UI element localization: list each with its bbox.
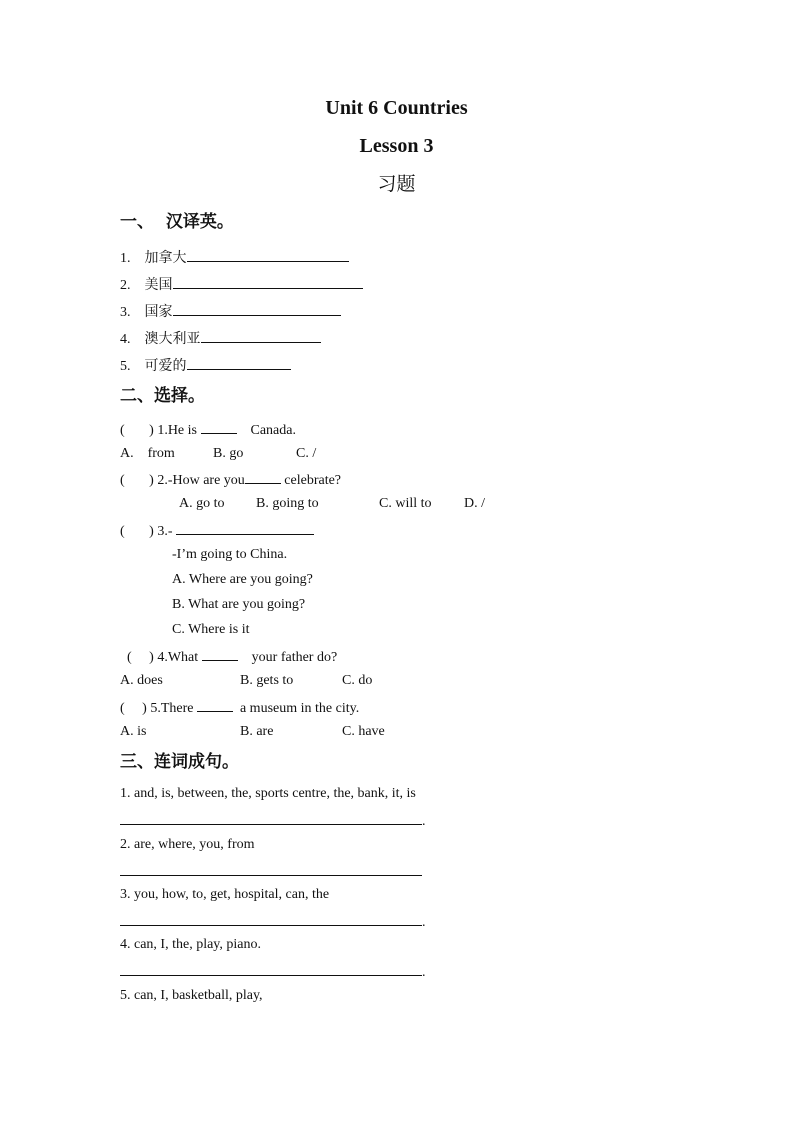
question-4: ( ) 4.What your father do? (127, 647, 337, 667)
list-item: 3. 国家 (120, 302, 341, 322)
list-item: 4. 澳大利亚 (120, 329, 321, 349)
option-b: B. going to (256, 496, 319, 511)
list-item: 5. 可爱的 (120, 356, 291, 376)
page-title: Unit 6 Countries (325, 97, 468, 119)
subtitle: 习题 (377, 173, 416, 195)
list-item: 1. 加拿大 (120, 248, 349, 268)
answer-line[interactable]: . (120, 962, 426, 982)
option-a: A. Where are you going? (172, 572, 313, 587)
option-a: A. does (120, 673, 163, 688)
scrambled-words: 1. and, is, between, the, sports centre, the, bank, it, is (120, 786, 416, 801)
option-c: C. have (342, 724, 385, 739)
question-2: ( ) 2.-How are you celebrate? (120, 470, 341, 490)
option-b: B. are (240, 724, 274, 739)
question-5: ( ) 5.There a museum in the city. (120, 698, 359, 718)
scrambled-words: 2. are, where, you, from (120, 837, 255, 852)
option-d: D. / (464, 496, 485, 511)
option-c: C. will to (379, 496, 432, 511)
option-c: C. Where is it (172, 622, 250, 637)
section1-heading: 一、 汉译英。 (120, 212, 234, 232)
question-3: ( ) 3.- (120, 521, 314, 541)
option-b: B. go (213, 446, 244, 461)
option-a: A. from (120, 446, 175, 461)
option-a: A. go to (179, 496, 225, 511)
answer-line[interactable]: . (120, 811, 426, 831)
answer-line[interactable] (120, 862, 422, 882)
list-item: 2. 美国 (120, 275, 363, 295)
dialogue-reply: -I’m going to China. (172, 547, 288, 562)
section2-heading: 二、选择。 (120, 386, 205, 406)
option-b: B. gets to (240, 673, 294, 688)
scrambled-words: 3. you, how, to, get, hospital, can, the (120, 887, 330, 902)
question-1: ( ) 1.He is Canada. (120, 420, 296, 440)
scrambled-words: 4. can, I, the, play, piano. (120, 937, 261, 952)
scrambled-words: 5. can, I, basketball, play, (120, 988, 263, 1003)
option-c: C. / (296, 446, 317, 461)
option-a: A. is (120, 724, 147, 739)
option-b: B. What are you going? (172, 597, 306, 612)
answer-line[interactable]: . (120, 912, 426, 932)
section3-heading: 三、连词成句。 (120, 752, 239, 772)
option-c: C. do (342, 673, 373, 688)
lesson-title: Lesson 3 (359, 135, 434, 157)
